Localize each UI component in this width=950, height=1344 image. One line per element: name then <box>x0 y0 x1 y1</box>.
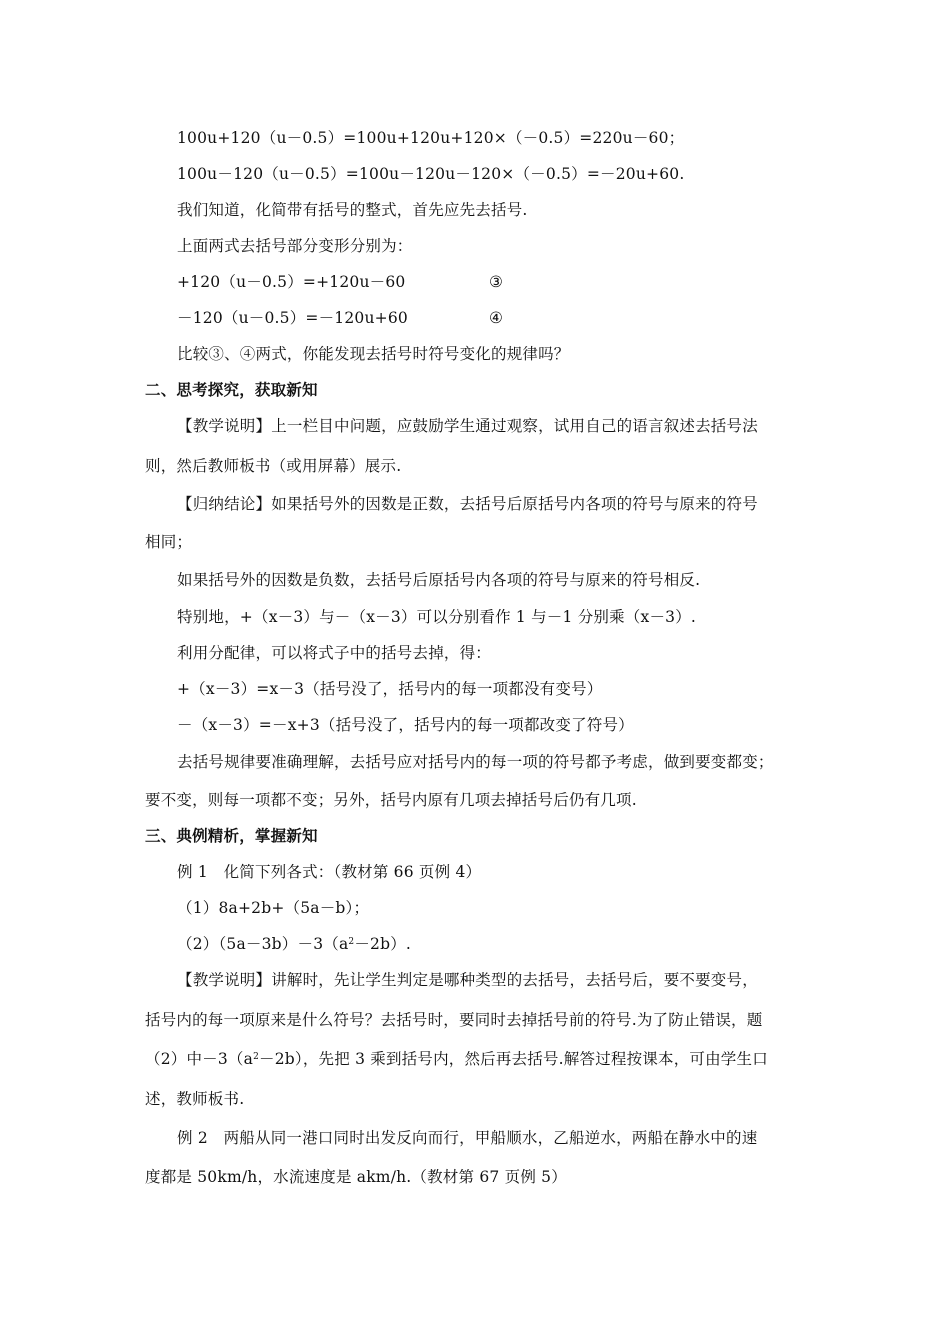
example-1-title: 例 1 化简下列各式：（教材第 66 页例 4） <box>177 863 482 881</box>
paragraph-line: 【教学说明】讲解时，先让学生判定是哪种类型的去括号，去括号后，要不要变号， <box>177 971 758 989</box>
equation-text: +120（u－0.5）=+120u－60 <box>177 273 406 291</box>
section-heading-3: 三、典例精析，掌握新知 <box>145 826 318 845</box>
paragraph-line: 则，然后教师板书（或用屏幕）展示. <box>145 457 402 475</box>
paragraph-line <box>145 1049 768 1069</box>
equation-line-5: +（x－3）=x－3（括号没了，括号内的每一项都没有变号） <box>177 680 603 698</box>
paragraph-line: 我们知道，化简带有括号的整式，首先应先去括号. <box>177 201 528 219</box>
text-part: （2）中－3（a <box>145 1050 254 1068</box>
paragraph-line: 相同； <box>145 533 193 551</box>
paragraph-line: 要不变，则每一项都不变；另外，括号内原有几项去掉括号后仍有几项. <box>145 791 637 809</box>
equation-number-4: ④ <box>489 309 504 327</box>
equation-line-1: 100u+120（u－0.5）=100u+120u+120×（－0.5）=220u－60； <box>177 129 685 147</box>
paragraph-line: 述，教师板书. <box>145 1090 245 1108</box>
section-heading-2: 二、思考探究，获取新知 <box>145 380 318 399</box>
paragraph-line: 特别地，+（x－3）与－（x－3）可以分别看作 1 与－1 分别乘（x－3）. <box>177 608 697 626</box>
exponent: 2 <box>253 1052 260 1062</box>
equation-line-4 <box>177 308 677 328</box>
expression-part: －2b）. <box>354 935 412 953</box>
paragraph-line: 【教学说明】上一栏目中问题，应鼓励学生通过观察，试用自己的语言叙述去括号法 <box>177 417 758 435</box>
equation-line-6: －（x－3）=－x+3（括号没了，括号内的每一项都改变了符号） <box>177 716 634 734</box>
expression-part: （2）（5a－3b）－3（a <box>177 935 349 953</box>
equation-line-2: 100u－120（u－0.5）=100u－120u－120×（－0.5）=－20u+60. <box>177 165 685 183</box>
paragraph-line: 利用分配律，可以将式子中的括号去掉，得： <box>177 644 492 662</box>
paragraph-line: 上面两式去括号部分变形分别为： <box>177 237 413 255</box>
equation-line-3 <box>177 272 677 292</box>
question-line: 比较③、④两式，你能发现去括号时符号变化的规律吗？ <box>177 345 570 363</box>
paragraph-line: 度都是 50km/h，水流速度是 akm/h.（教材第 67 页例 5） <box>145 1168 567 1186</box>
equation-number-3: ③ <box>489 273 504 291</box>
exponent: 2 <box>348 937 355 947</box>
example-1-item-2 <box>177 934 411 954</box>
text-part: －2b），先把 3 乘到括号内，然后再去括号.解答过程按课本，可由学生口 <box>259 1050 768 1068</box>
equation-text: －120（u－0.5）=－120u+60 <box>177 309 408 327</box>
paragraph-line: 去括号规律要准确理解，去括号应对括号内的每一项的符号都予考虑，做到要变都变； <box>177 753 774 771</box>
example-1-item-1: （1）8a+2b+（5a－b）； <box>177 899 370 917</box>
paragraph-line: 【归纳结论】如果括号外的因数是正数，去括号后原括号内各项的符号与原来的符号 <box>177 495 758 513</box>
paragraph-line: 括号内的每一项原来是什么符号？去括号时，要同时去掉括号前的符号.为了防止错误，题 <box>145 1011 763 1029</box>
example-2-title: 例 2 两船从同一港口同时出发反向而行，甲船顺水，乙船逆水，两船在静水中的速 <box>177 1129 758 1147</box>
paragraph-line: 如果括号外的因数是负数，去括号后原括号内各项的符号与原来的符号相反. <box>177 571 701 589</box>
